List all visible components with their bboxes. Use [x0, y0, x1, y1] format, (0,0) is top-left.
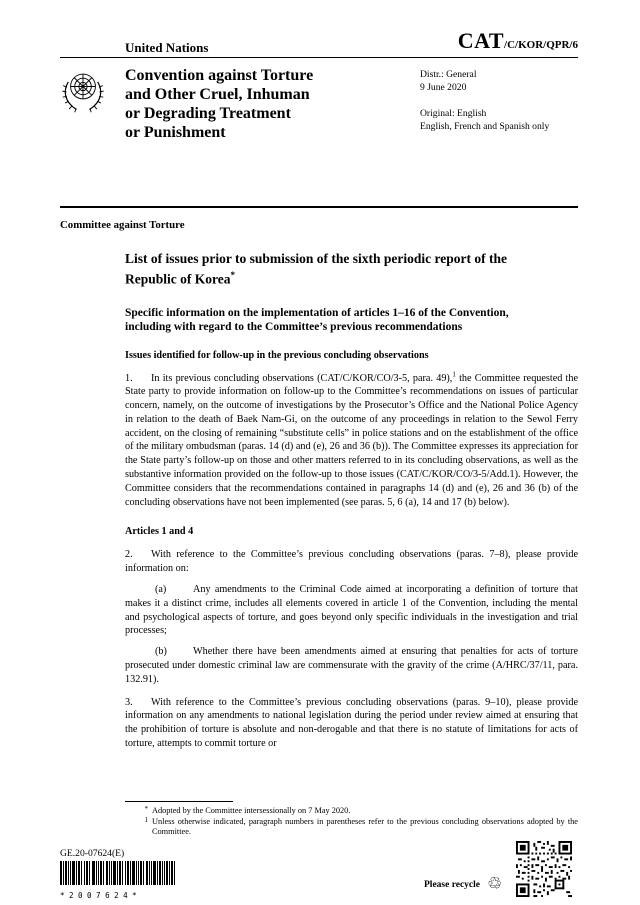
articles-heading: Articles 1 and 4 [125, 526, 194, 538]
footnote-star [125, 806, 578, 817]
footnote-text: Adopted by the Committee intersessionally on 7 May 2020. [152, 806, 351, 815]
org-name: United Nations [125, 40, 209, 55]
recycle-note [424, 876, 502, 893]
convention-title-line: and Other Cruel, Inhuman [125, 86, 310, 103]
convention-title-line: Convention against Torture [125, 67, 314, 84]
distr-line: Distr.: General [420, 69, 477, 80]
subtitle: Specific information on the implementation of articles 1–16 of the Convention, including with regard to the Committee’s previous recommendations [125, 306, 509, 333]
footnote-marker: 1 [144, 815, 148, 824]
masthead-rule [60, 206, 578, 208]
barcode-bars [60, 861, 175, 885]
subparagraph-label: (a) [155, 584, 167, 596]
original-language-line: Original: English [420, 108, 487, 119]
subparagraph-b [125, 645, 578, 686]
recycle-label: Please recycle [424, 879, 480, 890]
convention-title-line: or Punishment [125, 124, 226, 141]
paragraph-text: With reference to the Committee’s previous concluding observations (paras. 7–8), please provide information on: [125, 549, 578, 575]
footnote-text: Unless otherwise indicated, paragraph numbers in parentheses refer to the previous concluding observations adopted by the Committee. [152, 816, 578, 837]
paragraph-text: With reference to the Committee’s previous concluding observations (paras. 9–10), please provide information on any amendments to national legislation during the period under review aimed at ensuring that the prohibition of torture is absolute and non-derogable and that there is no statute of limitations for acts of torture, attempts to commit torture or [125, 696, 578, 750]
convention-title-line: or Degrading Treatment [125, 105, 291, 122]
paragraph-2 [125, 548, 578, 576]
paragraph-3 [125, 696, 578, 751]
paragraph-text: Whether there have been amendments aimed at ensuring that penalties for acts of torture prosecuted under domestic criminal law are commensurate with the gravity of the crime (A/HRC/37/11, para. 132.91). [125, 646, 578, 685]
title-footnote-marker: * [230, 270, 235, 280]
paragraph-number: 1. [125, 372, 133, 384]
doc-symbol-suffix: /C/KOR/QPR/6 [504, 39, 578, 51]
footnote-ref-1: 1 [452, 370, 456, 379]
committee-heading: Committee against Torture [60, 219, 185, 231]
masthead [60, 66, 578, 142]
barcode-text: *2007624* [60, 891, 142, 900]
section-heading: Issues identified for follow-up in the previous concluding observations [125, 349, 429, 361]
un-emblem-icon [60, 66, 125, 142]
subparagraph-a [125, 583, 578, 638]
recycle-icon: ♲ [487, 874, 503, 893]
languages-line: English, French and Spanish only [420, 120, 550, 132]
document-body [125, 250, 578, 751]
page-title-text: List of issues prior to submission of the sixth periodic report of the Republic of Korea [125, 251, 508, 287]
footnote-rule [125, 801, 233, 802]
page-title [125, 250, 545, 288]
doc-symbol-main: CAT [457, 28, 505, 53]
header-rule [60, 57, 578, 58]
footnote-marker: * [144, 805, 148, 813]
paragraph-text: Any amendments to the Criminal Code aimed at incorporating a definition of torture that makes it a distinct crime, includes all elements covered in article 1 of the Convention, including the mental and psychological aspects of torture, and goes beyond only specific individuals in the investigation and trial processes; [125, 584, 578, 637]
paragraph-text: In its previous concluding observations (CAT/C/KOR/CO/3-5, para. 49), [151, 372, 453, 384]
footnotes-section [125, 801, 578, 838]
paragraph-number: 3. [125, 696, 133, 708]
paragraph-text: the Committee requested the State party to provide information on follow-up to the Committee’s recommendations on issues of particular concern, namely, on the outcome of investigations by the Prosecutor’s Office and the National Police Agency in relation to the death of Baek Nam-Gi, on the outcome of any proceedings in relation to the Sewol Ferry accident, on the closing of remaining “substitute cells” in police stations and on the establishment of the office of the military ombudsman (paras. 14 (d) and (e), 26 and 36 (b)). The Committee expresses its appreciation for the State party’s follow-up on those and other matters referred to in its concluding observations, as well as the substantive information provided on the follow-up to those issues (CAT/C/KOR/CO/3-5/Add.1). However, the Committee considers that the recommendations contained in paragraphs 14 (d) and (e), 26 and 36 (b) of the concluding observations have not been implemented (see paras. 5, 6 (a), 14 and 17 (b) below). [125, 372, 578, 508]
qr-code-icon [516, 841, 572, 897]
paragraph-number: 2. [125, 549, 133, 561]
date-line: 9 June 2020 [420, 81, 467, 93]
convention-title [125, 66, 415, 142]
doc-symbol [458, 30, 578, 56]
ge-number: GE.20-07624(E) [60, 848, 125, 859]
doc-meta [420, 66, 578, 142]
footnote-1 [125, 817, 578, 838]
subparagraph-label: (b) [155, 646, 167, 658]
paragraph-1 [125, 372, 578, 510]
top-header [60, 30, 578, 56]
barcode [60, 861, 175, 900]
